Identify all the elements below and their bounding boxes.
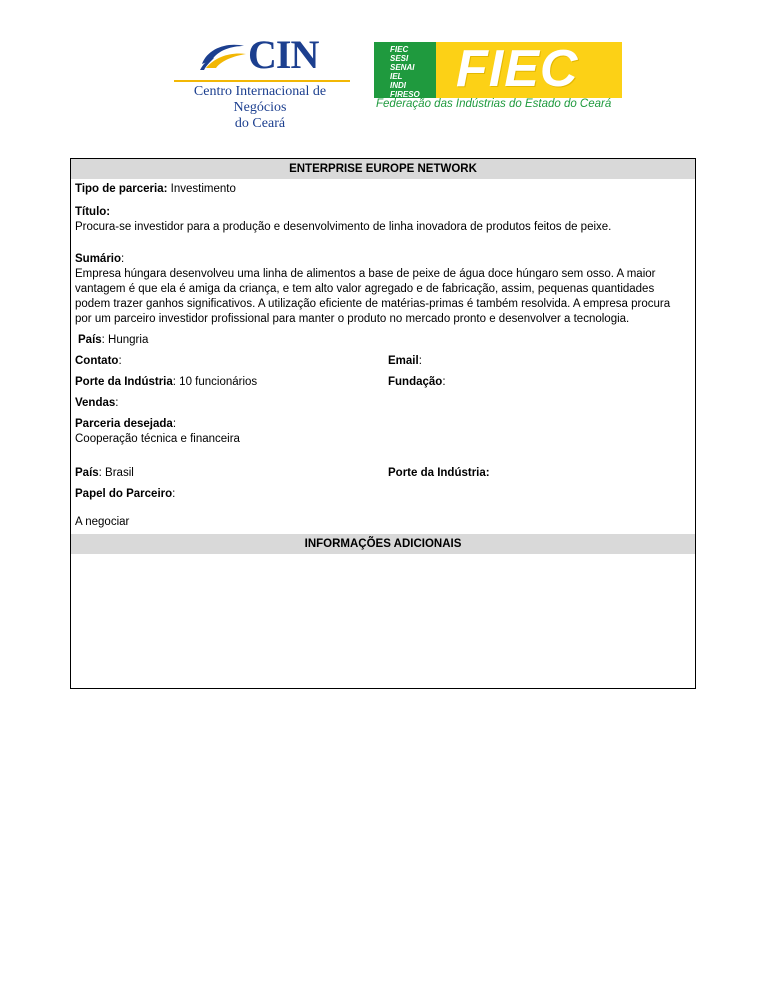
sumario-line: por um parceiro investidor profissional para manter o produto no mercado pronto e desenvolver a tecnologia. — [75, 313, 630, 325]
papel-row — [75, 487, 175, 502]
vendas-row — [75, 396, 118, 411]
tipo-parceria-row — [75, 182, 236, 197]
email-row — [388, 354, 422, 369]
fiec-tagline: Federação das Indústrias do Estado do Ceará — [376, 98, 612, 110]
cin-logo — [172, 32, 352, 131]
papel-value: A negociar — [75, 516, 130, 528]
contato-row — [75, 354, 122, 369]
fiec-wordmark: FIEC — [456, 40, 579, 98]
fundacao-label: Fundação — [388, 376, 443, 388]
sumario-line: Empresa húngara desenvolveu uma linha de alimentos a base de peixe de água doce húngaro sem osso. A maior — [75, 268, 656, 280]
vendas-value: : — [115, 397, 119, 409]
cin-subtitle-line2: do Ceará — [234, 116, 286, 131]
fiec-entity: IEL — [390, 72, 403, 81]
parceria-sep: : — [172, 418, 177, 430]
fiec-entities-list — [390, 45, 420, 99]
info-adicionais-header: INFORMAÇÕES ADICIONAIS — [71, 534, 695, 554]
pais-parceiro-value: : Brasil — [98, 467, 134, 479]
form-header: ENTERPRISE EUROPE NETWORK — [71, 159, 695, 179]
papel-sep: : — [172, 488, 176, 500]
email-label: Email — [388, 355, 419, 367]
porte-parceiro-label: Porte da Indústria: — [388, 467, 490, 479]
titulo-label: Título: — [75, 206, 111, 218]
contato-label: Contato — [75, 355, 119, 367]
cin-subtitle — [172, 84, 348, 132]
tipo-parceria-value: Investimento — [167, 183, 236, 195]
pais-parceiro-label: País — [75, 467, 99, 479]
parceria-label: Parceria desejada — [75, 418, 173, 430]
porte-row — [75, 375, 257, 390]
cin-subtitle-line1: Centro Internacional de Negócios — [193, 84, 327, 115]
fiec-entity: SESI — [390, 54, 409, 63]
fiec-logo — [374, 42, 624, 112]
vendas-label: Vendas — [75, 397, 116, 409]
cin-swoosh-icon — [198, 40, 248, 72]
porte-parceiro-row — [388, 466, 490, 481]
titulo-value: Procura-se investidor para a produção e desenvolvimento de linha inovadora de produtos feitos de peixe. — [75, 221, 612, 233]
sumario-label: Sumário — [75, 253, 122, 265]
fiec-entity: INDI — [390, 81, 406, 90]
pais-origem-label: País — [78, 334, 102, 346]
porte-label: Porte da Indústria — [75, 376, 173, 388]
papel-label: Papel do Parceiro — [75, 488, 173, 500]
sumario-line: podem trazer ganhos significativos. A utilização eficiente de matérias-primas é também resolvida. A empresa procura — [75, 298, 671, 310]
fiec-entity: SENAI — [390, 63, 415, 72]
parceria-value: Cooperação técnica e financeira — [75, 433, 240, 445]
fundacao-value: : — [442, 376, 446, 388]
fiec-entity: FIEC — [390, 45, 409, 54]
cin-divider — [174, 80, 350, 82]
sumario-block — [75, 252, 685, 327]
email-value: : — [418, 355, 422, 367]
partnership-form — [70, 158, 696, 689]
parceria-block — [75, 417, 685, 447]
info-adicionais-area — [71, 554, 695, 688]
porte-value: : 10 funcionários — [172, 376, 258, 388]
tipo-parceria-label: Tipo de parceria: — [75, 183, 168, 195]
cin-wordmark: CIN — [248, 32, 319, 77]
pais-parceiro-row — [75, 466, 134, 481]
fundacao-row — [388, 375, 446, 390]
pais-origem-value: : Hungria — [101, 334, 149, 346]
contato-value: : — [118, 355, 122, 367]
pais-origem-row — [78, 333, 148, 348]
titulo-block — [75, 205, 685, 235]
sumario-sep: : — [121, 253, 125, 265]
fiec-entity: FIRESO — [390, 90, 420, 99]
sumario-line: vantagem é que ela é amiga da criança, e tem alto valor agregado e de fabricação, assim, pequenas quantidades — [75, 283, 655, 295]
fiec-entities-panel — [374, 42, 436, 98]
